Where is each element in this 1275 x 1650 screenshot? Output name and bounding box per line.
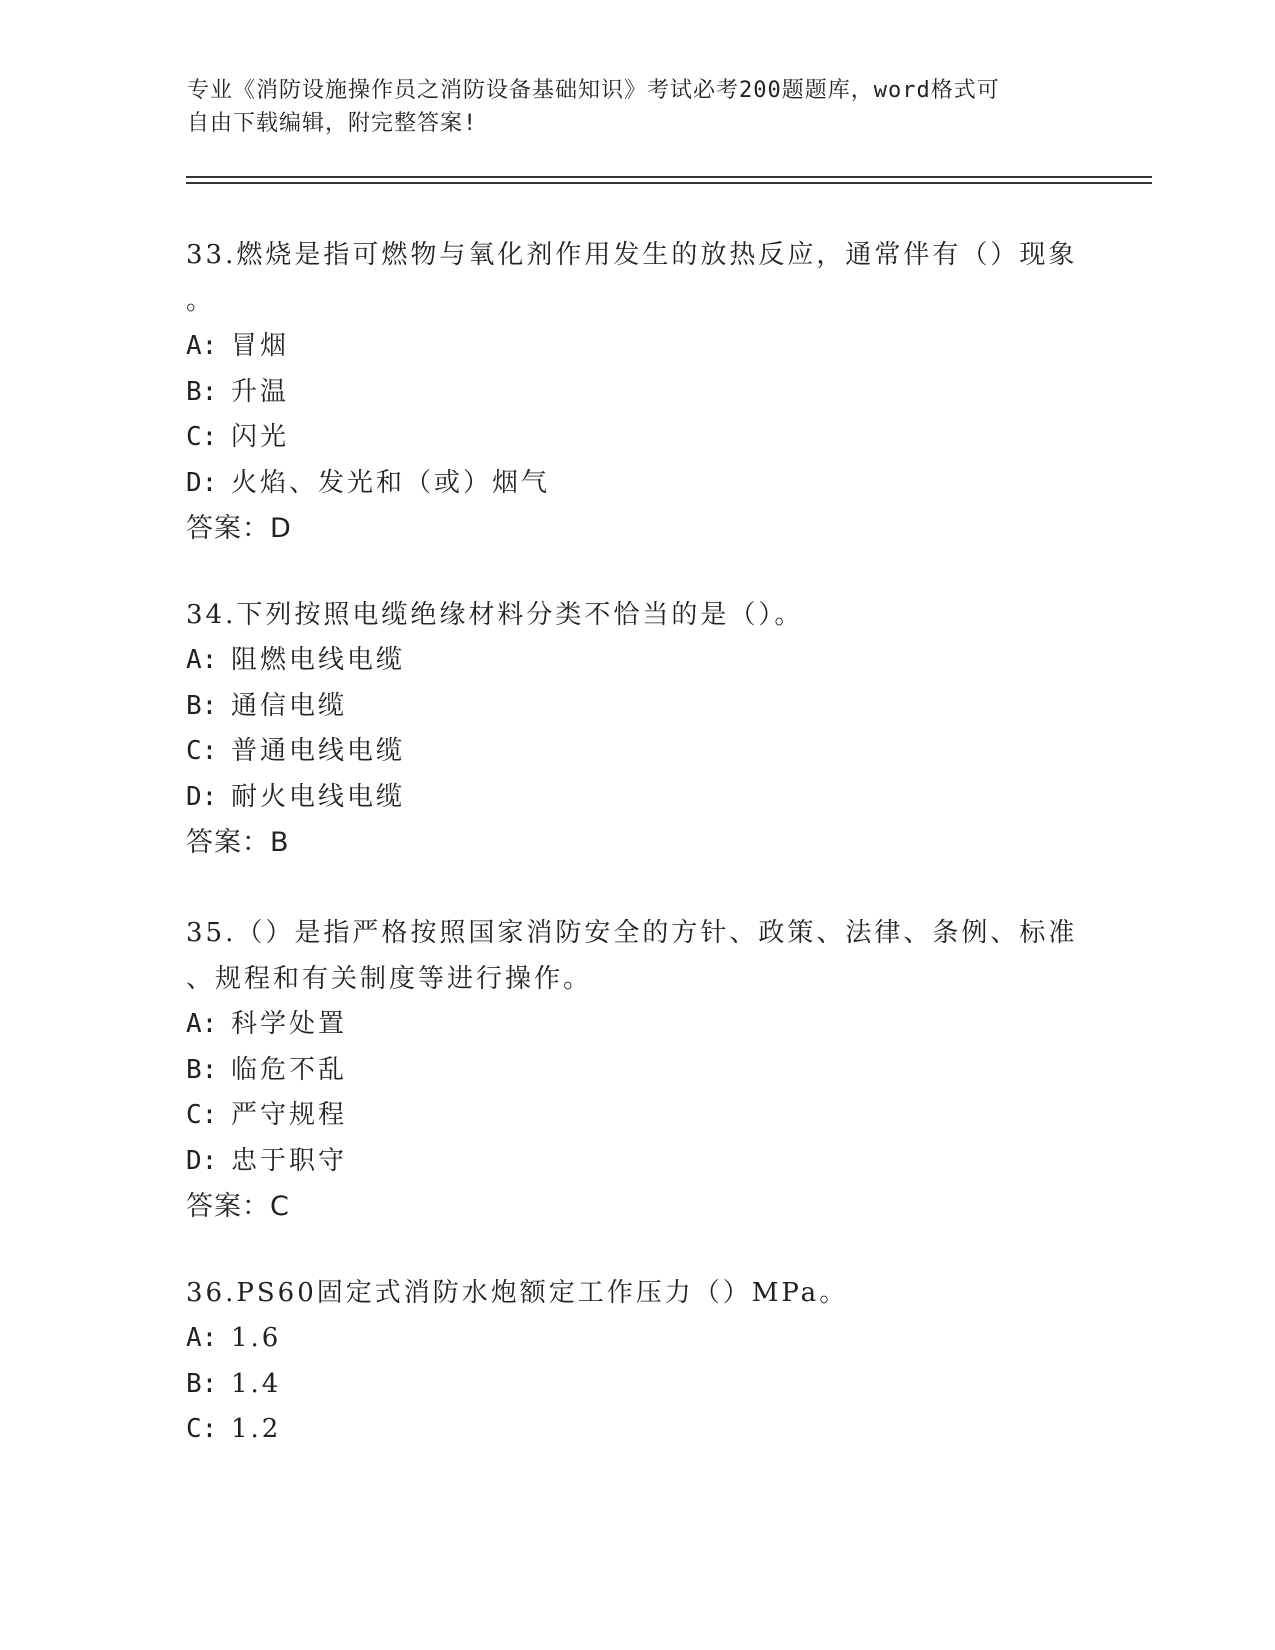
option-b	[186, 370, 1086, 416]
option-key: D:	[186, 1145, 218, 1176]
question-36	[186, 1270, 1086, 1453]
option-text: 1.2	[231, 1414, 282, 1444]
option-text: 阻燃电线电缆	[231, 645, 406, 675]
question-34	[186, 592, 1086, 866]
question-stem: 33.燃烧是指可燃物与氧化剂作用发生的放热反应，通常伴有（）现象	[186, 240, 1078, 270]
option-b	[186, 1048, 1086, 1094]
question-stem: 36.PS60固定式消防水炮额定工作压力（）MPa。	[186, 1278, 849, 1308]
header-line-2: 自由下载编辑，附完整答案!	[187, 111, 478, 136]
option-c	[186, 415, 1086, 461]
answer: 答案：C	[186, 1191, 290, 1222]
answer: 答案：D	[186, 513, 292, 544]
header-divider-bottom	[186, 182, 1152, 184]
option-text: 科学处置	[231, 1009, 348, 1039]
option-text: 通信电缆	[231, 690, 348, 721]
option-key: C:	[186, 1100, 218, 1130]
option-a	[186, 638, 1086, 684]
option-text: 忠于职守	[231, 1145, 348, 1176]
option-c	[186, 1407, 1086, 1453]
option-b	[186, 684, 1086, 730]
option-d	[186, 775, 1086, 821]
option-text: 临危不乱	[231, 1054, 348, 1085]
option-c	[186, 1093, 1086, 1139]
question-stem-continued: 、规程和有关制度等进行操作。	[186, 964, 593, 994]
option-text: 冒烟	[231, 331, 290, 361]
option-d	[186, 461, 1086, 507]
option-text: 火焰、发光和（或）烟气	[231, 467, 551, 498]
option-c	[186, 729, 1086, 775]
option-text: 耐火电线电缆	[231, 781, 406, 812]
question-33	[186, 232, 1086, 552]
option-text: 普通电线电缆	[231, 736, 406, 766]
option-a	[186, 324, 1086, 370]
option-key: A:	[186, 1009, 218, 1039]
header-line-1: 专业《消防设施操作员之消防设备基础知识》考试必考200题题库，word格式可	[187, 78, 1000, 103]
option-a	[186, 1316, 1086, 1362]
question-35	[186, 910, 1086, 1230]
option-key: D:	[186, 781, 218, 812]
option-text: 1.6	[231, 1323, 282, 1353]
answer: 答案：B	[186, 827, 290, 858]
option-b	[186, 1362, 1086, 1408]
option-key: C:	[186, 1414, 218, 1444]
document-header	[187, 74, 1087, 140]
option-key: A:	[186, 1323, 218, 1353]
option-d	[186, 1139, 1086, 1185]
option-key: B:	[186, 1368, 218, 1399]
option-key: C:	[186, 736, 218, 766]
option-text: 升温	[231, 376, 290, 407]
question-stem: 34.下列按照电缆绝缘材料分类不恰当的是（）。	[186, 600, 804, 630]
option-key: D:	[186, 467, 218, 498]
option-key: B:	[186, 1054, 218, 1085]
option-text: 闪光	[231, 422, 290, 452]
question-stem-continued: 。	[186, 286, 216, 316]
option-key: C:	[186, 422, 218, 452]
option-key: A:	[186, 331, 218, 361]
option-key: B:	[186, 690, 218, 721]
option-text: 1.4	[231, 1368, 282, 1399]
header-divider-top	[186, 176, 1152, 178]
option-a	[186, 1002, 1086, 1048]
question-stem: 35.（）是指严格按照国家消防安全的方针、政策、法律、条例、标准	[186, 918, 1078, 948]
option-key: A:	[186, 645, 218, 675]
option-text: 严守规程	[231, 1100, 348, 1130]
option-key: B:	[186, 376, 218, 407]
